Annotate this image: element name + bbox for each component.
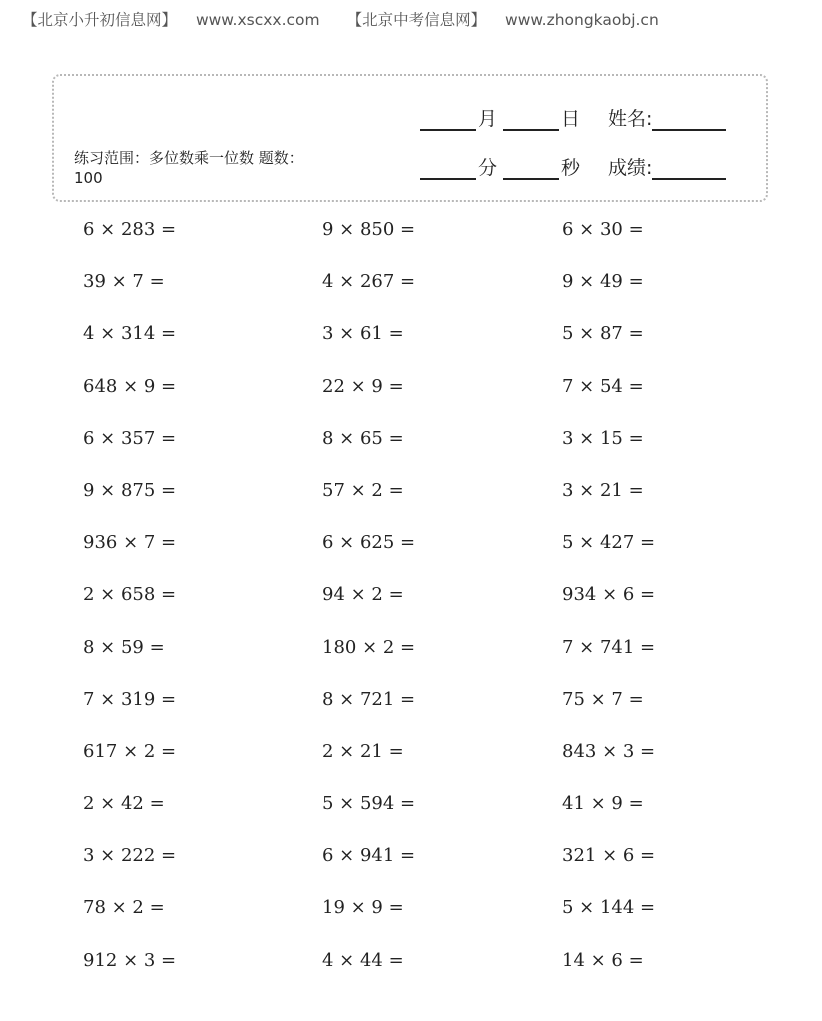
math-problem: 934 × 6 = (562, 584, 656, 606)
math-problem: 4 × 267 = (322, 271, 416, 293)
score-label: 成绩: (608, 157, 653, 179)
math-problem: 6 × 941 = (322, 845, 416, 867)
math-problem: 9 × 875 = (83, 479, 177, 501)
math-problem: 9 × 850 = (322, 219, 416, 240)
site2-url[interactable]: www.zhongkaobj.cn (505, 11, 659, 29)
math-problem: 4 × 314 = (83, 323, 177, 345)
math-problem: 6 × 30 = (562, 219, 644, 240)
math-problem: 22 × 9 = (322, 375, 404, 397)
second-label: 秒 (561, 157, 581, 179)
math-problem: 8 × 721 = (322, 688, 416, 710)
math-problem: 5 × 427 = (562, 532, 656, 554)
day-label: 日 (561, 108, 581, 130)
math-problem: 78 × 2 = (83, 897, 165, 919)
minute-label: 分 (478, 157, 498, 179)
math-problem: 4 × 44 = (322, 949, 404, 971)
score-blank[interactable] (652, 160, 726, 180)
math-problem: 19 × 9 = (322, 897, 404, 919)
math-problem: 617 × 2 = (83, 740, 177, 762)
math-problem: 2 × 42 = (83, 793, 165, 815)
second-blank[interactable] (503, 160, 559, 180)
month-blank[interactable] (420, 111, 476, 131)
day-blank[interactable] (503, 111, 559, 131)
site1-name: 【北京小升初信息网】 (22, 11, 178, 29)
math-problem: 3 × 21 = (562, 479, 644, 501)
math-problem: 180 × 2 = (322, 636, 416, 658)
math-problem: 6 × 357 = (83, 427, 177, 449)
math-problem: 75 × 7 = (562, 688, 644, 710)
math-problem: 6 × 283 = (83, 219, 177, 240)
name-blank[interactable] (652, 111, 726, 131)
math-problem: 7 × 741 = (562, 636, 656, 658)
math-problem: 843 × 3 = (562, 740, 656, 762)
minute-blank[interactable] (420, 160, 476, 180)
math-problem: 936 × 7 = (83, 532, 177, 554)
math-problem: 2 × 21 = (322, 740, 404, 762)
math-problem: 14 × 6 = (562, 949, 644, 971)
math-problem: 3 × 61 = (322, 323, 404, 345)
math-problem: 41 × 9 = (562, 793, 644, 815)
math-problem: 7 × 319 = (83, 688, 177, 710)
top-banner (22, 8, 673, 30)
math-problem: 912 × 3 = (83, 949, 177, 971)
math-problem: 5 × 144 = (562, 897, 656, 919)
math-problem: 648 × 9 = (83, 375, 177, 397)
math-problem: 94 × 2 = (322, 584, 404, 606)
math-problem: 8 × 59 = (83, 636, 165, 658)
name-label: 姓名: (608, 108, 653, 130)
math-problem: 8 × 65 = (322, 427, 404, 449)
math-problem: 57 × 2 = (322, 479, 404, 501)
site2-name: 【北京中考信息网】 (346, 11, 487, 29)
math-problem: 5 × 594 = (322, 793, 416, 815)
math-problem: 6 × 625 = (322, 532, 416, 554)
practice-range: 练习范围：多位数乘一位数 题数：100 (74, 149, 304, 187)
math-problem: 7 × 54 = (562, 375, 644, 397)
math-problem: 3 × 15 = (562, 427, 644, 449)
math-problem: 3 × 222 = (83, 845, 177, 867)
math-problem: 321 × 6 = (562, 845, 656, 867)
month-label: 月 (478, 108, 498, 130)
site1-url[interactable]: www.xscxx.com (195, 11, 320, 29)
math-problem: 2 × 658 = (83, 584, 177, 606)
math-problem: 9 × 49 = (562, 271, 644, 293)
math-problem: 39 × 7 = (83, 271, 165, 293)
math-problem: 5 × 87 = (562, 323, 644, 345)
date-name-row (420, 104, 726, 131)
worksheet-header (52, 74, 768, 202)
time-score-row (420, 153, 726, 180)
